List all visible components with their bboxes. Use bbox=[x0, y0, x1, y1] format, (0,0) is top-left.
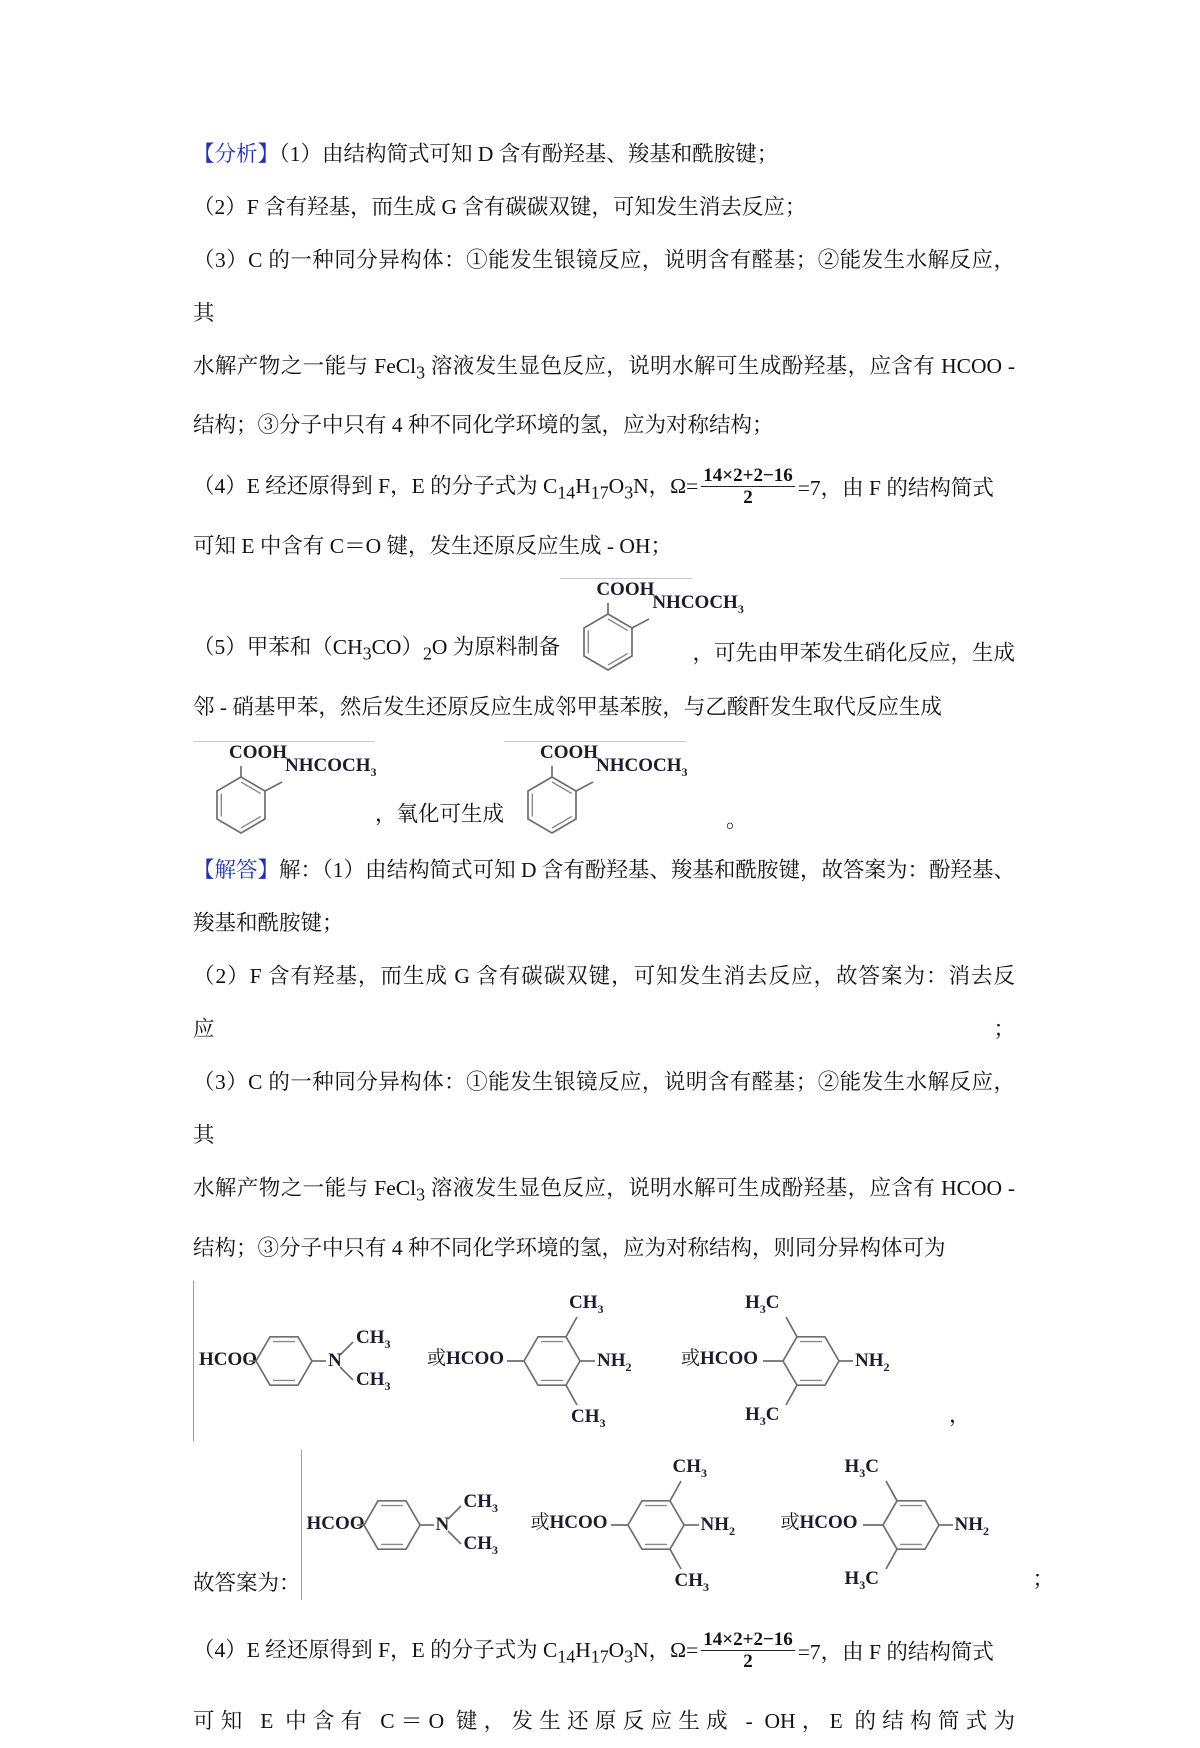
oxidize-text: ，氧化可生成 bbox=[375, 802, 505, 827]
isomer-group bbox=[301, 1450, 1033, 1600]
benzene-ring-icon bbox=[514, 764, 604, 844]
answer-line-6: 结构；③分子中只有 4 种不同化学环境的氢，应为对称结构，则同分异构体可为 bbox=[193, 1235, 946, 1260]
benzene-ring-icon bbox=[681, 1286, 933, 1436]
answer-tag: 【解答】 bbox=[193, 858, 280, 883]
answer-final-line: 可知 E 中含有 C＝O 键，发生还原反应生成 - OH，E 的结构简式为 bbox=[193, 1708, 1015, 1733]
ch3-label: $CH_3$ bbox=[356, 1368, 391, 1393]
benzene-ring-icon bbox=[203, 764, 293, 844]
analysis-line-1 bbox=[193, 128, 1015, 181]
fraction-numerator: 14×2+2−16 bbox=[703, 464, 793, 486]
analysis-line-5: 结构；③分子中只有 4 种不同化学环境的氢，应为对称结构； bbox=[193, 413, 774, 438]
oxidation-row bbox=[193, 738, 1015, 844]
isomer-row-2 bbox=[193, 1445, 1055, 1605]
answer-line-2: 羧基和酰胺键； bbox=[193, 911, 344, 936]
fraction-numerator: 14×2+2−16 bbox=[703, 1628, 793, 1650]
nhcoch3-label: $NHCOCH_3$ bbox=[285, 755, 377, 780]
or-text: 或 bbox=[780, 1511, 800, 1533]
cooh-label: COOH bbox=[229, 742, 288, 764]
q5-row bbox=[193, 577, 1015, 681]
omega-fraction bbox=[701, 1629, 794, 1673]
ch3-label: $CH_3$ bbox=[674, 1569, 710, 1594]
omega-fraction bbox=[701, 465, 794, 509]
nhcoch3-label: $NHCOCH_3$ bbox=[652, 592, 744, 617]
hcoo-label: HCOO bbox=[306, 1512, 365, 1534]
answer-line-1 bbox=[193, 844, 1015, 897]
nitrogen-label: N bbox=[328, 1349, 342, 1371]
answer-intro-text: 故答案为： bbox=[193, 1571, 301, 1596]
q4-tail-text: =7，由 F 的结构简式 bbox=[797, 1640, 994, 1665]
or-text: 或 bbox=[530, 1511, 550, 1533]
answer-line-5: 水解产物之一能与 FeCl$_3$ 溶液发生显色反应，说明水解可生成酚羟基，应含有 HCOO - bbox=[193, 1176, 1015, 1205]
h3c-label: $H_3C$ bbox=[745, 1291, 780, 1316]
or-text: 或 bbox=[427, 1347, 447, 1369]
hcoo-label: HCOO bbox=[199, 1348, 258, 1370]
ch3-label: $CH_3$ bbox=[672, 1455, 708, 1480]
ch3-label: $CH_3$ bbox=[356, 1326, 391, 1351]
h3c-label: $H_3C$ bbox=[844, 1567, 880, 1592]
ch3-label: $CH_3$ bbox=[569, 1291, 604, 1316]
cooh-label: COOH bbox=[540, 742, 599, 764]
analysis-line-2: （2）F 含有羟基，而生成 G 含有碳碳双键，可知发生消去反应； bbox=[193, 195, 807, 219]
analysis-line-q4 bbox=[193, 452, 1015, 520]
structure-acetamido-benzoic-acid bbox=[504, 741, 686, 844]
cooh-label: COOH bbox=[596, 579, 655, 601]
comma-mark: ， bbox=[949, 1403, 971, 1428]
fraction-denominator: 2 bbox=[743, 1651, 753, 1673]
document-content bbox=[193, 128, 1055, 1748]
structure-hcoo-dimethylamino-benzene bbox=[307, 1477, 519, 1573]
nh2-label: $NH_2$ bbox=[954, 1513, 990, 1538]
benzene-ring-icon bbox=[570, 601, 660, 681]
fraction-denominator: 2 bbox=[743, 486, 753, 508]
h3c-label: $H_3C$ bbox=[844, 1455, 880, 1480]
q4-tail-text: =7，由 F 的结构简式 bbox=[797, 475, 994, 500]
analysis-tag: 【分析】 bbox=[193, 142, 280, 166]
analysis-line-1-text: （1）由结构简式可知 D 含有酚羟基、羧基和酰胺键； bbox=[279, 142, 779, 166]
structure-hcoo-dimethylamino-benzene bbox=[199, 1313, 411, 1409]
q4-lead-text: （4）E 经还原得到 F，E 的分子式为 $C_{14}H_{17}O_3N$，Ω= bbox=[193, 474, 699, 503]
ch3-label: $CH_3$ bbox=[571, 1405, 606, 1430]
q5-line-2: 邻 - 硝基甲苯，然后发生还原反应生成邻甲基苯胺，与乙酸酐发生取代反应生成 bbox=[193, 695, 942, 720]
structure-acetamido-benzoic-acid bbox=[560, 578, 744, 681]
analysis-line-q4b: 可知 E 中含有 C＝O 键，发生还原反应生成 - OH； bbox=[193, 534, 672, 559]
answer-line-3: （2）F 含有羟基，而生成 G 含有碳碳双键，可知发生消去反应，故答案为：消去反应； bbox=[193, 964, 1015, 1042]
structure-hcoo-dimethyl-aniline-right bbox=[427, 1286, 665, 1436]
hcoo-label: HCOO bbox=[799, 1511, 858, 1533]
benzene-ring-icon bbox=[781, 1450, 1033, 1600]
structure-acetamido-benzoic-acid bbox=[193, 741, 375, 844]
answer-line-1-text: 解：（1）由结构简式可知 D 含有酚羟基、羧基和酰胺键，故答案为：酚羟基、 bbox=[279, 858, 1015, 883]
structure-hcoo-dimethyl-aniline-right bbox=[531, 1450, 769, 1600]
isomer-row-1 bbox=[193, 1281, 1015, 1441]
q4-lead-text: （4）E 经还原得到 F，E 的分子式为 $C_{14}H_{17}O_3N$，Ω= bbox=[193, 1638, 699, 1667]
hcoo-label: HCOO bbox=[446, 1347, 505, 1369]
or-text: 或 bbox=[681, 1347, 701, 1369]
answer-line-q4 bbox=[193, 1617, 1015, 1685]
semicolon-mark: ； bbox=[1032, 1567, 1055, 1592]
h3c-label: $H_3C$ bbox=[745, 1403, 780, 1428]
nitrogen-label: N bbox=[435, 1513, 450, 1535]
nh2-label: $NH_2$ bbox=[855, 1349, 890, 1374]
ch3-label: $CH_3$ bbox=[463, 1532, 499, 1557]
nhcoch3-label: $NHCOCH_3$ bbox=[596, 755, 688, 780]
q5-after-text: ，可先由甲苯发生硝化反应，生成 bbox=[692, 641, 1015, 666]
analysis-line-4: 水解产物之一能与 FeCl$_3$ 溶液发生显色反应，说明水解可生成酚羟基，应含有 HCOO - bbox=[193, 354, 1015, 383]
structure-hcoo-dimethyl-aniline-left bbox=[681, 1286, 933, 1436]
answer-line-4: （3）C 的一种同分异构体：①能发生银镜反应，说明含有醛基；②能发生水解反应，其 bbox=[193, 1070, 1015, 1148]
analysis-line-3: （3）C 的一种同分异构体：①能发生银镜反应，说明含有醛基；②能发生水解反应，其 bbox=[193, 248, 1015, 325]
q5-lead-text: （5）甲苯和$(CH_3CO)_2O$ 为原料制备 bbox=[193, 635, 561, 664]
period-mark: 。 bbox=[726, 808, 748, 833]
structure-hcoo-dimethyl-aniline-left bbox=[781, 1450, 1033, 1600]
nh2-label: $NH_2$ bbox=[597, 1349, 632, 1374]
nh2-label: $NH_2$ bbox=[700, 1513, 736, 1538]
ch3-label: $CH_3$ bbox=[463, 1490, 499, 1515]
hcoo-label: HCOO bbox=[549, 1511, 608, 1533]
hcoo-label: HCOO bbox=[700, 1347, 759, 1369]
